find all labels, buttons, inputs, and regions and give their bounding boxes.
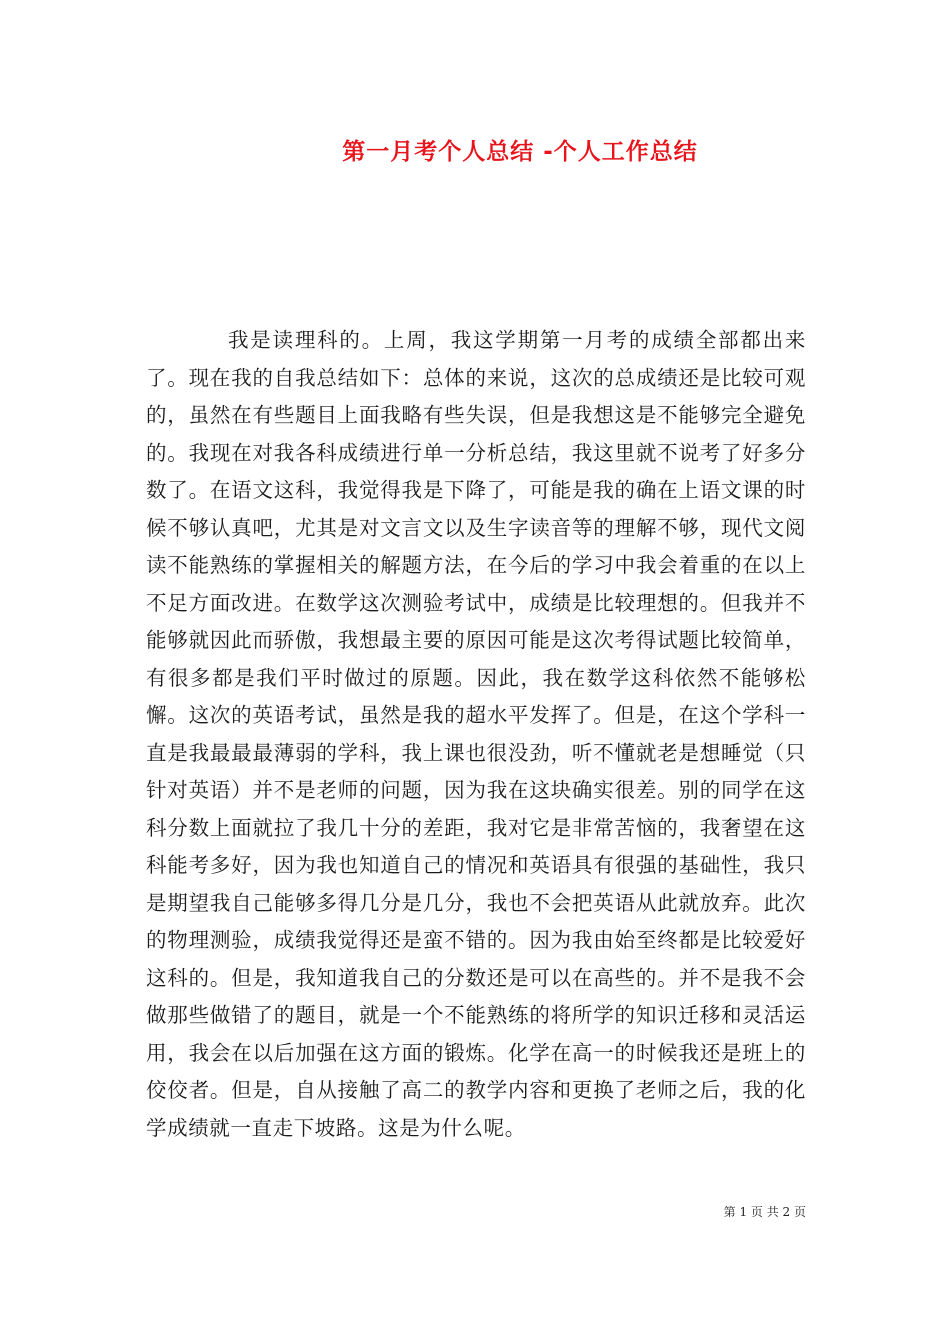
page-number-footer: 第 1 页 共 2 页 (723, 1205, 806, 1219)
body-paragraph: 我是读理科的。上周，我这学期第一月考的成绩全部都出来了。现在我的自我总结如下：总体的来说，这次的总成绩还是比较可观的，虽然在有些题目上面我略有些失误，但是我想这是不能够完全避免的。我现在对我各科成绩进行单一分析总结，我这里就不说考了好多分数了。在语文这科，我觉得我是下降了，可能是我的确在上语文课的时候不够认真吧，尤其是对文言文以及生字读音等的理解不够，现代文阅读不能熟练的掌握相关的解题方法，在今后的学习中我会着重的在以上不足方面改进。在数学这次测验考试中，成绩是比较理想的。但我并不能够就因此而骄傲，我想最主要的原因可能是这次考得试题比较简单，有很多都是我们平时做过的原题。因此，我在数学这科依然不能够松懈。这次的英语考试，虽然是我的超水平发挥了。但是，在这个学科一直是我最最最薄弱的学科，我上课也很没劲，听不懂就老是想睡觉（只针对英语）并不是老师的问题，因为我在这块确实很差。别的同学在这科分数上面就拉了我几十分的差距，我对它是非常苦恼的，我奢望在这科能考多好，因为我也知道自己的情况和英语具有很强的基础性，我只是期望我自己能够多得几分是几分，我也不会把英语从此就放弃。此次的物理测验，成绩我觉得还是蛮不错的。因为我由始至终都是比较爱好这科的。但是，我知道我自己的分数还是可以在高些的。并不是我不会做那些做错了的题目，就是一个不能熟练的将所学的知识迁移和灵活运用，我会在以后加强在这方面的锻炼。化学在高一的时候我还是班上的佼佼者。但是，自从接触了高二的教学内容和更换了老师之后，我的化学成绩就一直走下坡路。这是为什么呢。 (146, 328, 806, 1140)
page-title: 第一月考个人总结 -个人工作总结 (342, 139, 698, 165)
